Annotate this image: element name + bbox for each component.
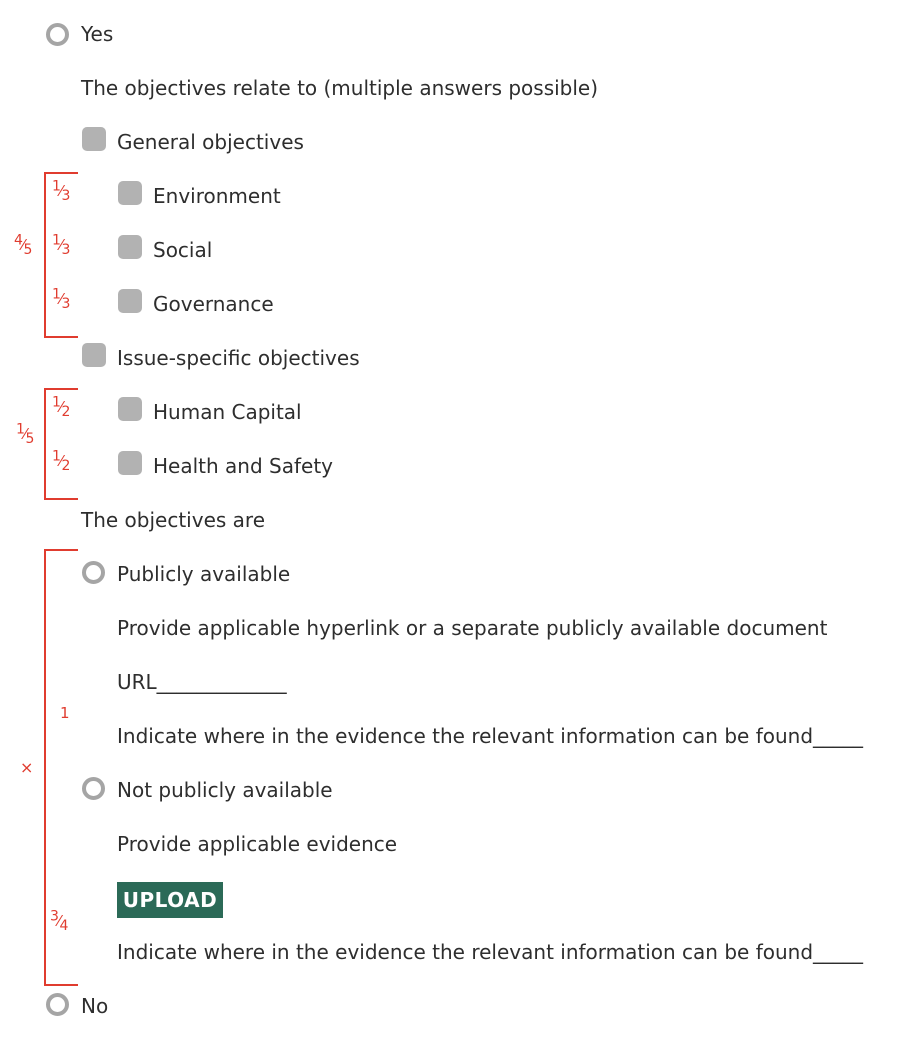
publicly-available-radio[interactable] — [82, 561, 105, 584]
not-public-hint — [117, 830, 397, 858]
yes-option — [81, 20, 113, 48]
governance-weight: $^1⁄_3$ — [52, 286, 71, 312]
governance-label: Governance — [153, 292, 274, 316]
public-hint — [117, 614, 827, 642]
human-capital-checkbox[interactable] — [118, 397, 142, 421]
social-weight: $^1⁄_3$ — [52, 232, 71, 258]
health-safety-label: Health and Safety — [153, 454, 333, 478]
public-hint-text: Provide applicable hyperlink or a separate publicly available document — [117, 616, 828, 640]
social-label: Social — [153, 238, 213, 262]
not-publicly-available-option — [117, 776, 333, 804]
health-safety-checkbox[interactable] — [118, 451, 142, 475]
social-option — [153, 236, 212, 264]
no-radio[interactable] — [46, 993, 69, 1016]
url-field[interactable] — [117, 668, 287, 696]
issue-specific-checkbox[interactable] — [82, 343, 106, 367]
environment-option — [153, 182, 281, 210]
general-objectives-label: General objectives — [117, 130, 304, 154]
governance-checkbox[interactable] — [118, 289, 142, 313]
human-capital-label: Human Capital — [153, 400, 302, 424]
upload-button[interactable]: UPLOAD — [117, 882, 223, 918]
human-capital-option — [153, 398, 302, 426]
relate-prompt-text: The objectives relate to (multiple answers possible) — [81, 76, 599, 100]
no-label: No — [81, 994, 109, 1018]
not-public-score: $^3⁄_4$ — [50, 908, 69, 934]
issue-specific-label: Issue-specific objectives — [117, 346, 360, 370]
environment-label: Environment — [153, 184, 281, 208]
general-weight: $^4⁄_5$ — [14, 232, 33, 258]
yes-radio[interactable] — [46, 23, 69, 46]
not-public-hint-text: Provide applicable evidence — [117, 832, 398, 856]
public-location-field[interactable] — [117, 722, 863, 750]
no-option — [81, 992, 108, 1020]
public-location-text[interactable]: Indicate where in the evidence the relevant information can be found_____ — [117, 724, 864, 748]
environment-weight: $^1⁄_3$ — [52, 178, 71, 204]
publicly-available-option — [117, 560, 290, 588]
relate-prompt — [81, 74, 598, 102]
are-prompt — [81, 506, 265, 534]
not-publicly-available-radio[interactable] — [82, 777, 105, 800]
governance-option — [153, 290, 274, 318]
issue-weight: $^1⁄_5$ — [16, 421, 35, 447]
general-objectives-checkbox[interactable] — [82, 127, 106, 151]
health-safety-weight: $^1⁄_2$ — [52, 448, 71, 474]
not-public-location-field[interactable] — [117, 938, 863, 966]
yes-label: Yes — [81, 22, 114, 46]
are-prompt-text: The objectives are — [81, 508, 266, 532]
environment-checkbox[interactable] — [118, 181, 142, 205]
issue-specific-option — [117, 344, 360, 372]
not-publicly-available-label: Not publicly available — [117, 778, 333, 802]
human-capital-weight: $^1⁄_2$ — [52, 394, 71, 420]
url-label[interactable]: URL_____________ — [117, 670, 287, 694]
multiplier-symbol: × — [20, 758, 34, 777]
public-score: 1 — [60, 704, 70, 722]
social-checkbox[interactable] — [118, 235, 142, 259]
health-safety-option — [153, 452, 333, 480]
publicly-available-label: Publicly available — [117, 562, 291, 586]
general-objectives-option — [117, 128, 304, 156]
not-public-location-text[interactable]: Indicate where in the evidence the relevant information can be found_____ — [117, 940, 864, 964]
